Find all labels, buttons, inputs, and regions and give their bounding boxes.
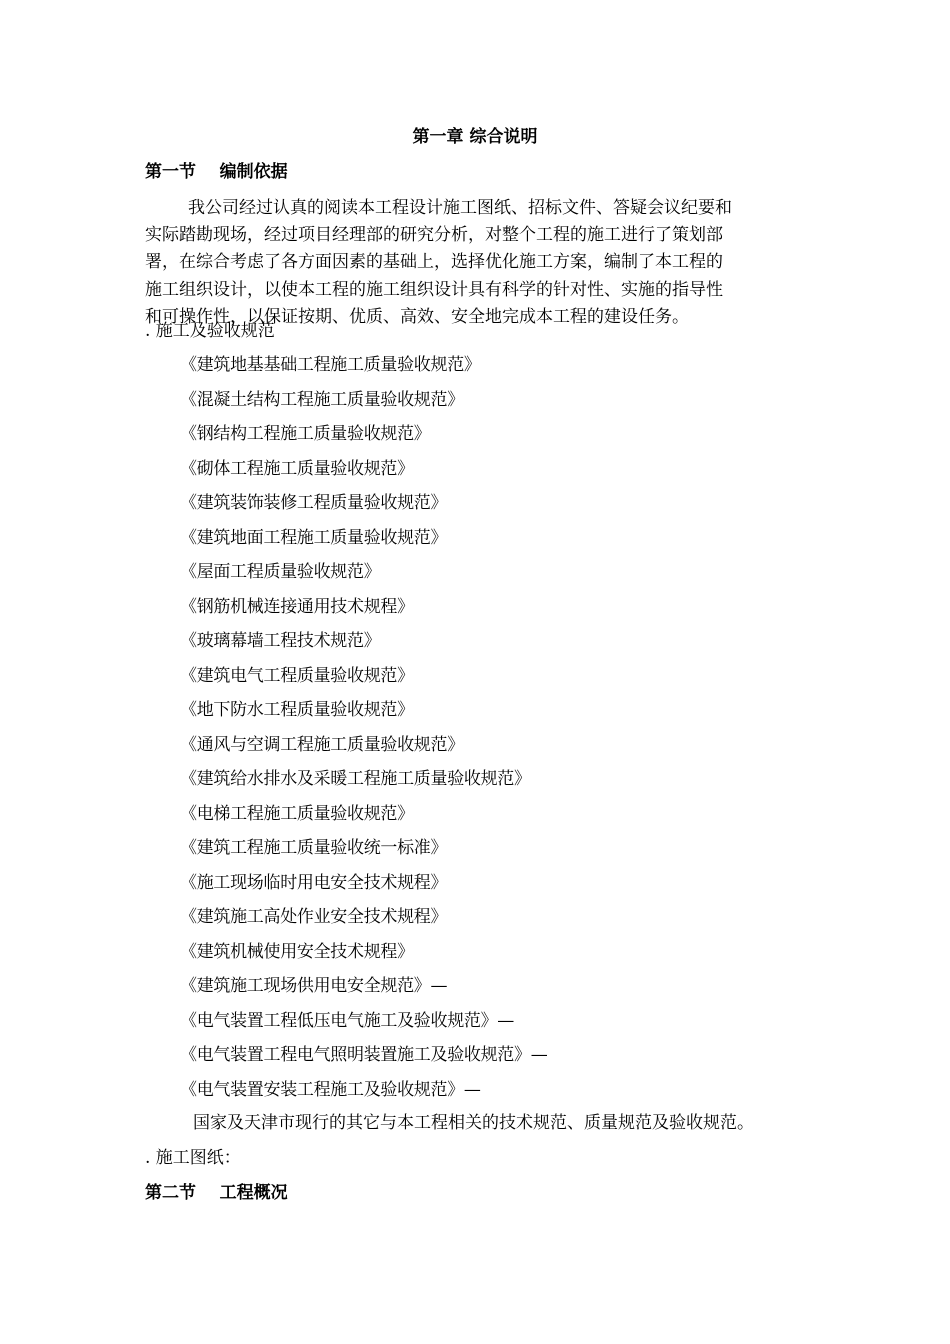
standard-item: 《电气装置安装工程施工及验收规范》— — [180, 1079, 481, 1100]
section-title-project-overview: 第二节 工程概况 — [145, 1183, 288, 1203]
paragraph-line: 和可操作性，以保证按期、优质、高效、安全地完成本工程的建设任务。 — [145, 306, 689, 327]
standard-item: 《钢结构工程施工质量验收规范》 — [180, 424, 431, 444]
section-title-compilation-basis: 第一节 编制依据 — [145, 162, 288, 182]
standard-item: 《砌体工程施工质量验收规范》 — [180, 458, 414, 479]
standard-item: 《建筑工程施工质量验收统一标准》 — [180, 838, 448, 858]
standard-item: 《屋面工程质量验收规范》 — [180, 562, 381, 582]
subheading-construction-specs: . 施工及验收规范 — [145, 321, 275, 341]
standard-item: 《建筑装饰装修工程质量验收规范》 — [180, 493, 448, 513]
standard-item: 《电气装置工程电气照明装置施工及验收规范》— — [180, 1045, 548, 1065]
paragraph-line: 我公司经过认真的阅读本工程设计施工图纸、招标文件、答疑会议纪要和 — [188, 198, 732, 218]
standard-item: 《电梯工程施工质量验收规范》 — [180, 803, 414, 824]
standard-item: 《建筑施工高处作业安全技术规程》 — [180, 907, 448, 927]
closing-standards-line: 国家及天津市现行的其它与本工程相关的技术规范、质量规范及验收规范。 — [193, 1113, 754, 1133]
standard-item: 《电气装置工程低压电气施工及验收规范》— — [180, 1010, 514, 1031]
paragraph-line: 施工组织设计，以使本工程的施工组织设计具有科学的针对性、实施的指导性 — [145, 279, 723, 300]
intro-paragraph — [145, 195, 810, 331]
standard-item: 《混凝土结构工程施工质量验收规范》 — [180, 389, 464, 410]
standard-item: 《建筑施工现场供用电安全规范》— — [180, 976, 448, 996]
paragraph-line: 署，在综合考虑了各方面因素的基础上，选择优化施工方案，编制了本工程的 — [145, 252, 723, 273]
subheading-construction-drawings: . 施工图纸： — [145, 1148, 241, 1168]
standard-item: 《地下防水工程质量验收规范》 — [180, 700, 414, 720]
standard-item: 《建筑电气工程质量验收规范》 — [180, 665, 414, 686]
chapter-title: 第一章 综合说明 — [412, 127, 538, 147]
standard-item: 《建筑地基基础工程施工质量验收规范》 — [180, 355, 481, 375]
paragraph-line: 实际踏勘现场，经过项目经理部的研究分析，对整个工程的施工进行了策划部 — [145, 225, 723, 246]
standard-item: 《建筑地面工程施工质量验收规范》 — [180, 527, 448, 548]
standards-list — [180, 352, 547, 1111]
standard-item: 《钢筋机械连接通用技术规程》 — [180, 596, 414, 617]
standard-item: 《建筑给水排水及采暖工程施工质量验收规范》 — [180, 769, 531, 789]
standard-item: 《建筑机械使用安全技术规程》 — [180, 941, 414, 962]
standard-item: 《玻璃幕墙工程技术规范》 — [180, 631, 381, 651]
standard-item: 《通风与空调工程施工质量验收规范》 — [180, 734, 464, 755]
standard-item: 《施工现场临时用电安全技术规程》 — [180, 872, 448, 893]
